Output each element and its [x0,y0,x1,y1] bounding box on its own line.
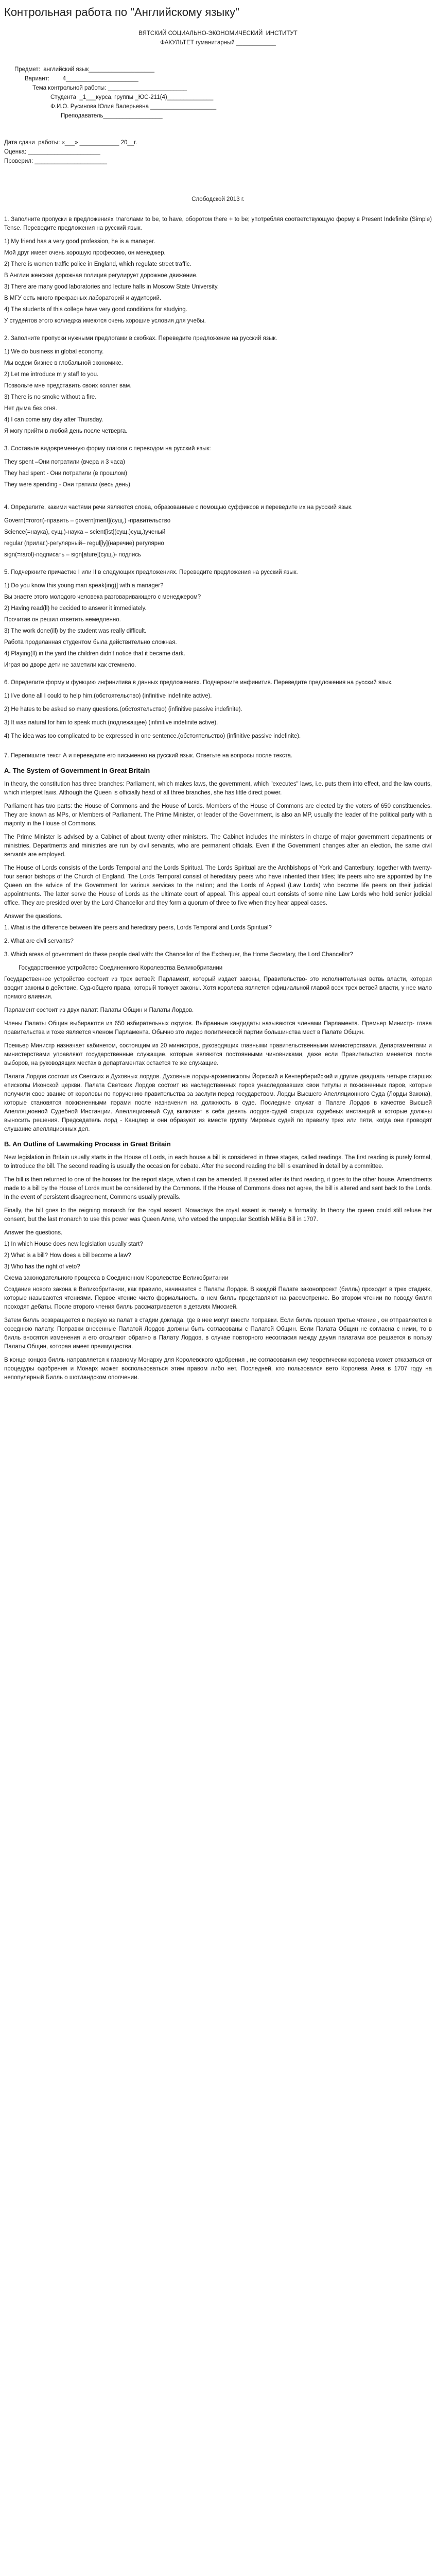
questions-b-label: Answer the questions. [4,1230,63,1236]
task2-item: 1) We do business in global economy. [4,349,104,355]
document-title: Контрольная работа по "Английскому языку" [4,6,239,19]
task2-item: Нет дыма без огня. [4,405,57,412]
task1-item: 3) There are many good laboratories and lecture halls in Moscow State University. [4,284,219,290]
text-b-title: B. An Outline of Lawmaking Process in Great Britain [4,1140,171,1148]
translation-a-title: Государственное устройство Соединенного Королевства Великобритании [19,965,223,971]
text-a-paragraph: The Prime Minister is advised by a Cabinet of about twenty other ministers. The Cabinet includes the ministers in charge of major government departments or ministries. Departments and ministries are run by civil servants, who are permanent officials. Even if the Government changes after an election, the same civil servants are employed. [4,834,432,858]
city-year: Слободской 2013 г. [191,196,245,202]
question-b: 1) In which House does new legislation usually start? [4,1241,143,1247]
task6-item: 4) The idea was too complicated to be expressed in one sentence.(обстоятельство) (infinitive passive indefinite). [4,733,301,739]
teacher-line: Преподаватель__________________ [61,113,163,119]
task2-item: Я могу прийти в любой день после четверга. [4,428,128,434]
grade-line: Оценка: ______________________ [4,149,100,155]
task3-item: They had spent - Они потратили (в прошлом) [4,470,127,477]
task2-item: Позвольте мне представить своих коллег вам. [4,383,132,389]
text-b-paragraph: The bill is then returned to one of the houses for the report stage, when it can be amended. If passed after its third reading, it goes to the other house. Amendments made to a bill by the House of Lords must be considered by the Commons. If the House of Commons does not agree, the bill is altered and sent back to the Lords. In the event of persistent disagreement, Commons usually prevails. [4,1177,432,1200]
translation-a-paragraph: Палата Лордов состоит из Светских и Духовных лордов. Духовные лорды-архиепископы Йоркский и Кентерберийский и другие двадцать четыре старших епископы Иконской церкви. Палата Светских Лордов состоит из наследственных пэров унаследовавших свои титулы и пожизненных пэров, которые получили свое звание от королевы по поручению правительства за заслуги перед государством. Лорды Высшего Апелляционного Суда (Лорды Закона), которые становятся пожизненными пэрами после назначения на должность в суде. Последние служат в Палате Лордов в качестве Высшей Апелляционной Судебной Инстанции. Апелляционный Суд включает в себя девять лордов-судей старших судебных инстанций и которые должны выносить решения. Председатель лорд - Канцлер и они образуют из вместе группу Мировых судей по правилу трех или пяти, когда они проводят слушание апелляционных дел. [4,1074,432,1132]
text-b-paragraph: New legislation in Britain usually starts in the House of Lords, in each house a bill is considered in three stages, called readings. The first reading is purely formal, to introduce the bill. The second reading is usually the occasion for debate. After the second reading the bill is examined in detail by a committee. [4,1155,432,1170]
checked-line: Проверил: ______________________ [4,158,108,164]
translation-a-paragraph: Парламент состоит из двух палат: Палаты Общин и Палаты Лордов. [4,1007,194,1013]
task2-item: 2) Let me introduce m y staff to you. [4,371,99,378]
questions-a-label: Answer the questions. [4,913,63,920]
question-a: 1. What is the difference between life peers and hereditary peers, Lords Temporal and Lords Spiritual? [4,925,272,931]
text-b-paragraph: Finally, the bill goes to the reigning monarch for the royal assent. Nowadays the royal assent is merely a formality. In theory the queen could still refuse her consent, but the last monarch to use this power was Queen Anne, who vetoed the unpopular Scottish Militia Bill in 1707. [4,1208,432,1223]
question-b: 3) Who has the right of veto? [4,1264,80,1270]
translation-a-paragraph: Государственное устройство состоит из трех ветвей: Парламент, который издает законы, Правительство- это исполнительная ветвь власти, которая вводит законы в действие, Суд-общего права, который толкует законы. Хотя королева является официальной главой всех трех ветвей власти, у нее мало прямого влияния. [4,976,432,1000]
student-name-line: Ф.И.О. Русинова Юлия Валерьевна ____________________ [50,104,217,110]
student-line: Студента _1___курса, группы _ЮС-211(4)______________ [50,94,214,100]
subject-line: Предмет: английский язык____________________ [14,66,155,73]
title-form [4,65,432,121]
task2-item: 3) There is no smoke without a fire. [4,394,97,400]
text-a-title: A. The System of Government in Great Britain [4,767,150,774]
task5-item: Играя во дворе дети не заметили как стемнело. [4,662,136,668]
task6-item: 2) He hates to be asked so many questions.(обстоятельство) (infinitive passive indefinite). [4,706,242,713]
question-a: 2. What are civil servants? [4,938,74,944]
task4-item: regular (прилаг.)-регулярный– regul[ly](наречие) регулярно [4,540,164,547]
task5-item: Прочитав он решил ответить немедленно. [4,617,121,623]
faculty-name: ФАКУЛЬТЕТ гуманитарный ____________ [160,40,276,46]
task5-item: Вы знаете этого молодого человека разговаривающего с менеджером? [4,594,201,600]
topic-line: Тема контрольной работы: ________________________ [32,85,187,91]
task1-intro: 1. Заполните пропуски в предложениях глаголами to be, to have, оборотом there + to be; употребляя соответствующую форму в Present Indefinite (Simple) Tense. Переведите предложения на русский язык. [4,216,432,231]
date-line: Дата сдачи работы: «___» ____________ 20__г. [4,140,137,146]
task6-intro: 6. Определите форму и функцию инфинитива в данных предложениях. Подчеркните инфинитив. Переведите предложения на русский язык. [4,680,393,686]
task1-item: Мой друг имеет очень хорошую профессию, он менеджер. [4,250,166,256]
translation-b-paragraph: В конце концов билль направляется к главному Монарху для Королевского одобрения , не согласования ему теоретически королева может отказаться от процедуры одобрения и Монарх может воспользоваться этим правом либо нет. Последней, кто пользовался вето Королева Анна в 1707 году на непопулярный Билль о шотландском ополчении. [4,1357,432,1381]
translation-a-paragraph: Члены Палаты Общин выбираются из 650 избирательных округов. Выбранные кандидаты называются членами Парламента. Премьер Министр- глава правительства и тоже является членом Парламента. Обычно это лидер политической партии большинства мест в Палате Общин. [4,1021,432,1036]
question-b: 2) What is a bill? How does a bill become a law? [4,1252,131,1259]
task4-intro: 4. Определите, какими частями речи являются слова, образованные с помощью суффиксов и переведите их на русский язык. [4,504,353,511]
task2-item: 4) I can come any day after Thursday. [4,417,103,423]
task4-item: Govern(=rorori)-править – govern[ment](сущ.) -правительство [4,518,171,524]
translation-a-paragraph: Премьер Министр назначает кабинетом, состоящим из 20 министров, руководящих главными правительственными министерствами. Департаментами и министерствами управляют государственные служащие, которые являются постоянными чиновниками, даже если Правительство меняется после выборов, на руководящих местах в департаментах остается те же служащие. [4,1043,432,1066]
task1-item: 2) There is women traffic police in England, which regulate street traffic. [4,261,191,267]
text-a-paragraph: The House of Lords consists of the Lords Temporal and the Lords Spiritual. The Lords Spiritual are the Archbishops of York and Canterbury, together with twenty-four senior bishops of the Church of England. The Lords Temporal consist of hereditary peers who have inherited their titles; life peers who are appointed by the Queen on the advice of the Government for various services to the nation; and the Lords of Appeal (Law Lords) who become life peers on their judicial appointments. The latter serve the House of Lords as the ultimate court of appeal. This appeal court consists of some nine Law Lords who hold senior judicial office. They are presided over by the Lord Chancellor and they form a quorum of three to five when they hear appeal cases. [4,865,432,906]
task5-item: 1) Do you know this young man speak(ing)] with a manager? [4,583,164,589]
task1-item: 4) The students of this college have very good conditions for studying. [4,307,187,313]
task2-intro: 2. Заполните пропуски нужными предлогами в скобках. Переведите предложение на русский язык. [4,335,277,342]
translation-b-title: Схема законодательного процесса в Соединенном Королевстве Великобритании [4,1275,229,1281]
text-a-paragraph: In theory, the constitution has three branches: Parliament, which makes laws, the government, which "executes" laws, i.e. puts them into effect, and the law courts, which interpret laws. Although the Queen is officially head of all three branches, she has little direct power. [4,781,432,796]
task5-item: 2) Having read(ll) he decided to answer it immediately. [4,605,147,612]
task5-item: Работа проделанная студентом была действительно сложная. [4,639,177,646]
task1-item: У студентов этого колледжа имеются очень хорошие условия для учебы. [4,318,206,324]
task6-item: 3) It was natural for him to speak much.(подлежащее) (infinitive indefinite active). [4,720,218,726]
task1-item: 1) My friend has a very good profession, he is a manager. [4,239,155,245]
task2-item: Мы ведем бизнес в глобальной экономике. [4,360,123,366]
translation-b-paragraph: Создание нового закона в Великобритании, как правило, начинается с Палаты Лордов. В каждой Палате законопроект (билль) проходит в трех стадиях, которые называются чтениями. Первое чтение чисто формальность, в нем билль представляют на рассмотрение. Во втором чтении по поводу билля проходят дебаты. После второго чтения билль рассматривается в деталях Миссией. [4,1286,432,1310]
institute-name: ВЯТСКИЙ СОЦИАЛЬНО-ЭКОНОМИЧЕСКИЙ ИНСТИТУТ [138,30,298,37]
task4-item: sign(=rarol)-подписать – sign[ature](сущ.)- подпись [4,552,141,558]
variant-line: Вариант: 4______________________ [25,76,138,82]
task4-item: Science(=наука), сущ.)-наука – scient[ist](сущ.)сущ.)ученый [4,529,166,535]
task5-item: 3) The work done(ill) by the student was really difficult. [4,628,147,634]
task1-item: В МГУ есть много прекрасных лабораторий и аудиторий. [4,295,162,301]
task5-item: 4) Playing(ll) in the yard the children didn't notice that it became dark. [4,651,185,657]
task3-intro: 3. Составьте видовременную форму глагола с переводом на русский язык: [4,446,211,452]
task1-item: В Англии женская дорожная полиция регулирует дорожное движение. [4,273,198,279]
translation-b-paragraph: Затем билль возвращается в первую из палат в стадии доклада, где в нее могут внести поправки. Если билль прошел третье чтение , он отправляется в соседнюю палату. Поправки внесенные Палатой Лордов должны быть согласованы с Палатой Общин. Если Палата Общин не согласна с ними, то в билль вносятся изменения и его отсылают обратно в Палату Лордов, в случае повторного несогласия между двумя палатами все решается в пользу Палаты Общин, которая имеет преимущества. [4,1317,432,1350]
task3-item: They spent –Они потратили (вчера и 3 часа) [4,459,125,465]
task6-item: 1) I've done all I could to help him.(обстоятельство) (infinitive indefinite active). [4,693,212,699]
task3-item: They were spending - Они тратили (весь день) [4,482,130,488]
text-a-paragraph: Parliament has two parts: the House of Commons and the House of Lords. Members of the House of Commons are elected by the voters of 650 constituencies. They are known as MPs, or Members of Parliament. The Prime Minister, or leader of the Government, is also an MP, usually the leader of the political party with a majority in the House of Commons. [4,803,432,827]
task5-intro: 5. Подчеркните причастие I или II в следующих предложениях. Переведите предложения на русский язык. [4,569,298,575]
task7-intro: 7. Перепишите текст А и переведите его письменно на русский язык. Ответьте на вопросы после текста. [4,753,293,759]
question-a: 3. Which areas of government do these people deal with: the Chancellor of the Exchequer, the Home Secretary, the Lord Chancellor? [4,952,354,958]
